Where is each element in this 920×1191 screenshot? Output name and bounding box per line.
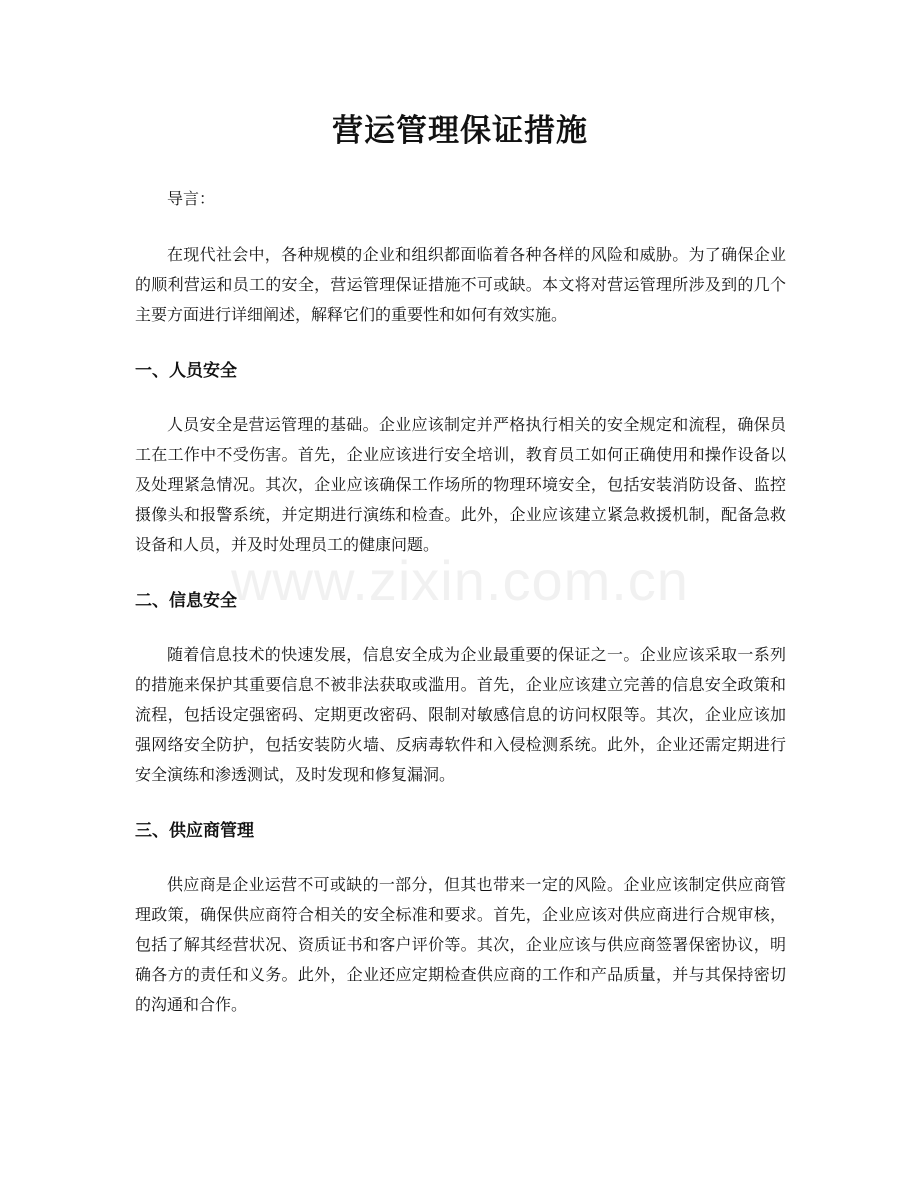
section-heading-personnel-safety: 一、人员安全 bbox=[135, 361, 237, 381]
watermark: www.zixin.com.cn bbox=[231, 549, 689, 612]
document-title: 营运管理保证措施 bbox=[332, 113, 588, 149]
section-body-information-security: 随着信息技术的快速发展，信息安全成为企业最重要的保证之一。企业应该采取一系列的措施来保护其重要信息不被非法获取或滥用。首先，企业应该建立完善的信息安全政策和流程，包括设定强密码、定期更改密码、限制对敏感信息的访问权限等。其次，企业应该加强网络安全防护，包括安装防火墙、反病毒软件和入侵检测系统。此外，企业还需定期进行安全演练和渗透测试，及时发现和修复漏洞。 bbox=[135, 645, 786, 784]
intro-paragraph: 在现代社会中，各种规模的企业和组织都面临着各种各样的风险和威胁。为了确保企业的顺利营运和员工的安全，营运管理保证措施不可或缺。本文将对营运管理所涉及到的几个主要方面进行详细阐述，解释它们的重要性和如何有效实施。 bbox=[135, 245, 786, 324]
section-body-personnel-safety: 人员安全是营运管理的基础。企业应该制定并严格执行相关的安全规定和流程，确保员工在工作中不受伤害。首先，企业应该进行安全培训，教育员工如何正确使用和操作设备以及处理紧急情况。其次，企业应该确保工作场所的物理环境安全，包括安装消防设备、监控摄像头和报警系统，并定期进行演练和检查。此外，企业应该建立紧急救援机制，配备急救设备和人员，并及时处理员工的健康问题。 bbox=[135, 415, 786, 554]
section-body-supplier-management: 供应商是企业运营不可或缺的一部分，但其也带来一定的风险。企业应该制定供应商管理政策，确保供应商符合相关的安全标准和要求。首先，企业应该对供应商进行合规审核，包括了解其经营状况、资质证书和客户评价等。其次，企业应该与供应商签署保密协议，明确各方的责任和义务。此外，企业还应定期检查供应商的工作和产品质量，并与其保持密切的沟通和合作。 bbox=[135, 875, 786, 1014]
section-heading-supplier-management: 三、供应商管理 bbox=[135, 821, 254, 841]
intro-label: 导言： bbox=[167, 189, 216, 208]
section-heading-information-security: 二、信息安全 bbox=[135, 591, 237, 611]
document-body bbox=[135, 184, 786, 1046]
